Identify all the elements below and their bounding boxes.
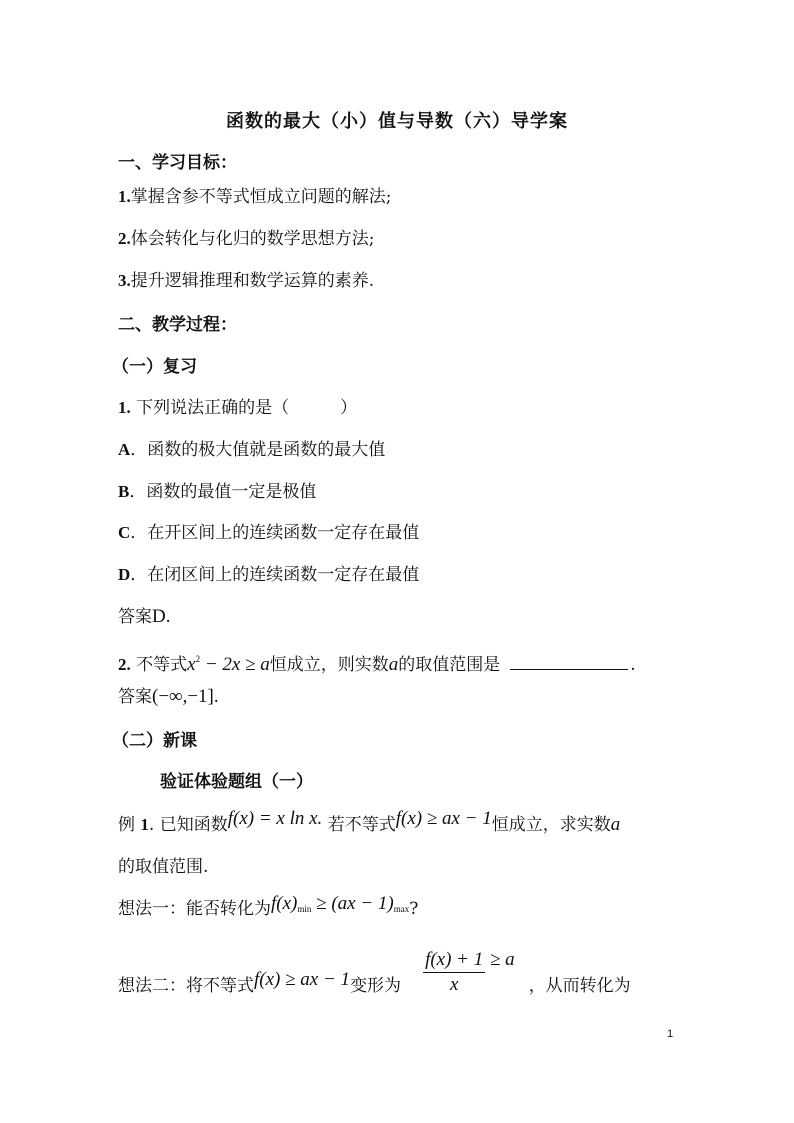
math-rest: ≥ (ax − 1) [311,893,394,914]
option-a [118,439,385,461]
option-d [118,564,419,586]
function-math: f(x) = x ln x. [227,808,323,829]
math-rest: − 2x ≥ a [200,654,270,675]
idea-text: 想法二：将不等式 [118,976,254,996]
idea-text: ，从而转化为 [528,976,631,996]
example-text: 恒成立，求实数 [491,815,611,835]
question-2-answer [118,686,219,708]
math-subscript-min: min [297,904,312,914]
question-1-stem [118,397,357,419]
example-1-line2: 的取值范围. [118,857,209,877]
fraction-denominator: x [449,974,459,995]
example-label: 例 [118,815,135,835]
math-rhs: ≥ a [485,949,515,970]
option-label: B [118,482,130,501]
goal-text: 掌握含参不等式恒成立问题的解法; [130,187,392,207]
answer-label: 答案 [118,687,152,707]
question-number: 1. [118,398,131,417]
option-c [118,522,419,544]
fraction-math [423,948,485,997]
group-heading: 验证体验题组（一） [160,772,313,792]
example-text: 已知函数 [154,815,228,835]
option-text: ．在闭区间上的连续函数一定存在最值 [130,565,420,585]
answer-value: (−∞,−1]. [152,686,219,707]
math-subscript-max: max [393,904,410,914]
question-text: . [630,655,636,675]
answer-label: 答案 [118,607,152,627]
example-dot: . [148,815,155,835]
goal-number: 3. [118,271,131,290]
question-text: 下列说法正确的是（ ） [130,398,358,418]
inequality-math: f(x) ≥ ax − 1 [395,808,492,829]
math-var: a [388,654,399,675]
option-text: ．函数的极大值就是函数的最大值 [130,440,386,460]
goal-item [118,270,374,292]
question-text: 恒成立，则实数 [269,655,389,675]
goal-item [118,186,391,208]
idea-2 [118,949,631,1011]
goal-text: 体会转化与化归的数学思想方法; [130,229,375,249]
goal-number: 2. [118,229,131,248]
math-var: x [187,654,196,675]
option-label: D [118,565,131,584]
section-heading-goals: 一、学习目标： [118,153,237,173]
page-number: 1 [667,1028,674,1040]
option-label: C [118,523,131,542]
idea-text: 想法一：能否转化为 [118,899,271,919]
math-exponent: 2 [195,654,201,664]
inequality-math: f(x) ≥ ax − 1 [254,969,351,990]
goal-item [118,228,374,250]
idea-1 [118,893,419,925]
goal-number: 1. [118,187,131,206]
goal-text: 提升逻辑推理和数学运算的素养. [130,271,375,291]
subsection-heading-review: （一）复习 [112,357,197,377]
inequality-math [187,654,270,675]
option-label: A [118,440,131,459]
document-title: 函数的最大（小）值与导数（六）导学案 [226,111,568,132]
idea-text: ? [409,899,419,919]
example-text: 若不等式 [322,815,396,835]
option-b [118,481,316,503]
section-heading-process: 二、教学过程： [118,315,237,335]
idea-text: 变形为 [350,976,402,996]
question-text: 不等式 [130,655,188,675]
answer-value: D. [152,606,171,627]
example-number: 1 [140,815,149,834]
option-text: ．函数的最值一定是极值 [129,482,317,502]
question-text: 的取值范围是 [398,655,501,675]
math-f: f(x) [271,893,298,914]
question-1-answer [118,606,170,628]
answer-blank [510,653,628,670]
question-2-stem [118,648,636,676]
math-var: a [610,814,621,835]
option-text: ．在开区间上的连续函数一定存在最值 [130,523,420,543]
idea-1-math [271,893,409,914]
example-1-line1 [118,808,621,836]
subsection-heading-new-lesson: （二）新课 [112,731,197,751]
question-number: 2. [118,655,131,674]
fraction-numerator: f(x) + 1 [423,948,485,973]
